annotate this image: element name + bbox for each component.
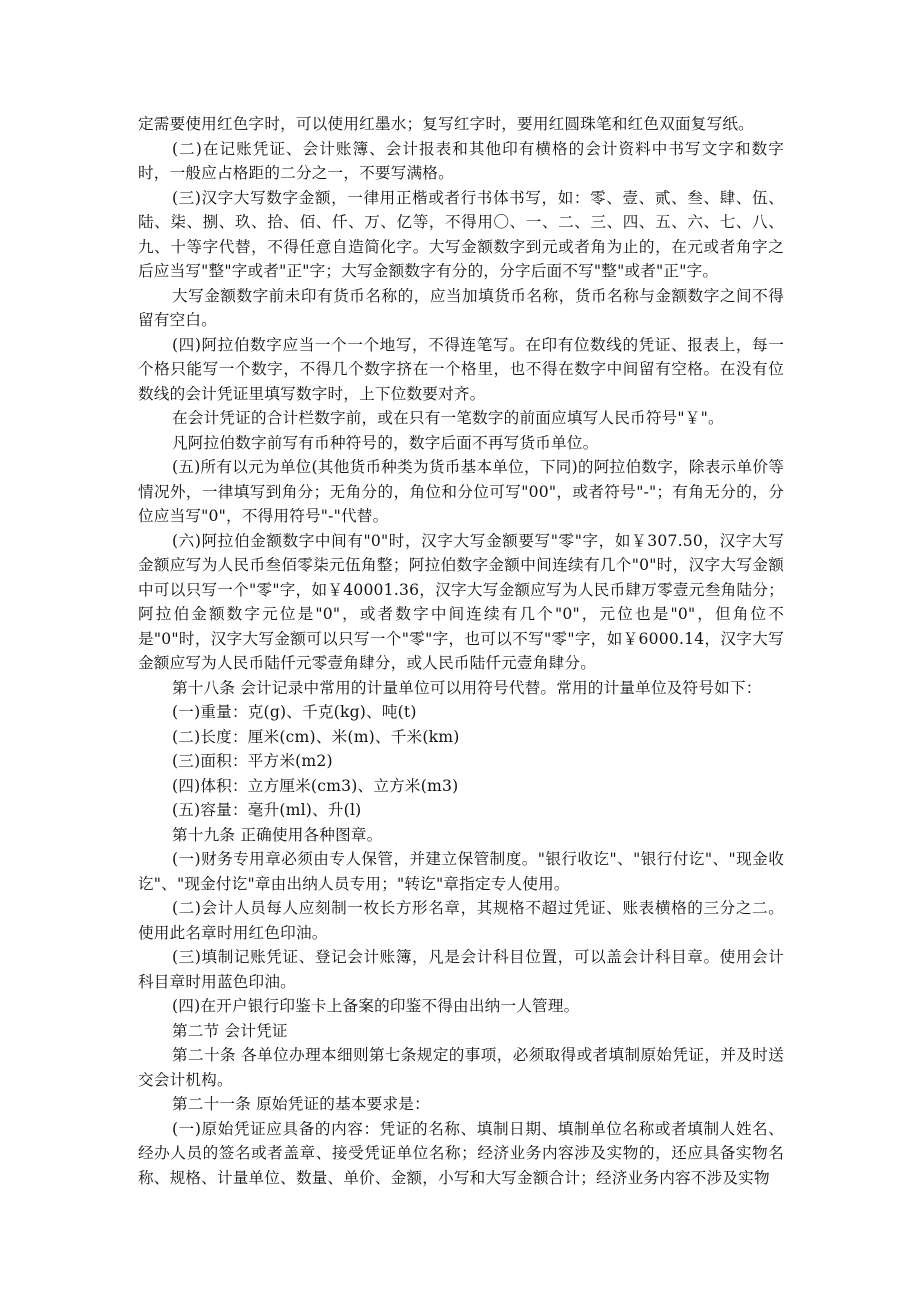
- paragraph-currency-name: 大写金额数字前未印有货币名称的，应当加填货币名称，货币名称与金额数字之间不得留有空白。: [138, 286, 784, 329]
- paragraph-item-5: (五)所有以元为单位(其他货币种类为货币基本单位，下同)的阿拉伯数字，除表示单价等情况外，一律填写到角分；无角分的，角位和分位可写"00"，或者符号"-"；有角无分的，分位应当写"0"，不得用符号"-"代替。: [138, 458, 784, 525]
- seal-item-4: (四)在开户银行印鉴卡上备案的印鉴不得由出纳一人管理。: [172, 997, 580, 1015]
- article-20: 第二十条 各单位办理本细则第七条规定的事项，必须取得或者填制原始凭证，并及时送交会计机构。: [138, 1046, 784, 1089]
- unit-volume: (四)体积：立方厘米(cm3)、立方米(m3): [172, 776, 459, 795]
- article-18-heading: 第十八条 会计记录中常用的计量单位可以用符号代替。常用的计量单位及符号如下：: [172, 678, 762, 697]
- article-19-heading: 第十九条 正确使用各种图章。: [172, 825, 383, 844]
- article-21-heading: 第二十一条 原始凭证的基本要求是：: [172, 1095, 430, 1113]
- unit-weight: (一)重量：克(g)、千克(kg)、吨(t): [172, 703, 417, 721]
- section-2-heading: 第二节 会计凭证: [172, 1021, 288, 1040]
- paragraph-continuation: 定需要使用红色字时，可以使用红墨水；复写红字时，要用红圆珠笔和红色双面复写纸。: [138, 115, 754, 133]
- seal-item-2: (二)会计人员每人应刻制一枚长方形名章，其规格不超过凭证、账表横格的三分之二。使用此名章时用红色印油。: [138, 899, 784, 942]
- paragraph-item-6: (六)阿拉伯金额数字中间有"0"时，汉字大写金额要写"零"字，如￥307.50，汉字大写金额应写为人民币叁佰零柒元伍角整；阿拉伯数字金额中间连续有几个"0"时，汉字大写金额中可以只写一个"零"字，如￥40001.36，汉字大写金额应写为人民币肆万零壹元叁角陆分；阿拉伯金额数字元位是"0"，或者数字中间连续有几个"0"，元位也是"0"，但角位不是"0"时，汉字大写金额可以只写一个"零"字，也可以不写"零"字，如￥6000.14，汉字大写金额应写为人民币陆仟元零壹角肆分，或人民币陆仟元壹角肆分。: [138, 531, 784, 672]
- unit-area: (三)面积：平方米(m2): [172, 752, 333, 770]
- unit-capacity: (五)容量：毫升(ml)、升(l): [172, 801, 362, 819]
- unit-length: (二)长度：厘米(cm)、米(m)、千米(km): [172, 727, 460, 746]
- voucher-item-1: (一)原始凭证应具备的内容：凭证的名称、填制日期、填制单位名称或者填制人姓名、经办人员的签名或者盖章、接受凭证单位名称；经济业务内容涉及实物的，还应具备实物名称、规格、计量单位、数量、单价、金额，小写和大写金额合计；经济业务内容不涉及实物: [138, 1119, 784, 1187]
- paragraph-rmb-symbol: 在会计凭证的合计栏数字前，或在只有一笔数字的前面应填写人民币符号"￥"。: [172, 409, 724, 427]
- paragraph-item-4: (四)阿拉伯数字应当一个一个地写，不得连笔写。在印有位数线的凭证、报表上，每一个格只能写一个数字，不得几个数字挤在一个格里，也不得在数字中间留有空格。在没有位数线的会计凭证里填写数字时，上下位数要对齐。: [138, 335, 784, 403]
- seal-item-1: (一)财务专用章必须由专人保管，并建立保管制度。"银行收讫"、"银行付讫"、"现金收讫"、"现金付讫"章由出纳人员专用；"转讫"章指定专人使用。: [138, 850, 784, 893]
- seal-item-3: (三)填制记账凭证、登记会计账簿，凡是会计科目位置，可以盖会计科目章。使用会计科目章时用蓝色印油。: [138, 948, 784, 991]
- paragraph-item-3: (三)汉字大写数字金额，一律用正楷或者行书体书写，如：零、壹、贰、叁、肆、伍、陆、柒、捌、玖、拾、佰、仟、万、亿等，不得用〇、一、二、三、四、五、六、七、八、九、十等字代替，不得任意自造简化字。大写金额数字到元或者角为止的，在元或者角字之后应当写"整"字或者"正"字；大写金额数字有分的，分字后面不写"整"或者"正"字。: [138, 188, 784, 280]
- paragraph-item-2: (二)在记账凭证、会计账簿、会计报表和其他印有横格的会计资料中书写文字和数字时，一般应占格距的二分之一，不要写满格。: [138, 139, 784, 182]
- paragraph-currency-unit: 凡阿拉伯数字前写有币种符号的，数字后面不再写货币单位。: [172, 433, 599, 452]
- document-body: [138, 112, 784, 1190]
